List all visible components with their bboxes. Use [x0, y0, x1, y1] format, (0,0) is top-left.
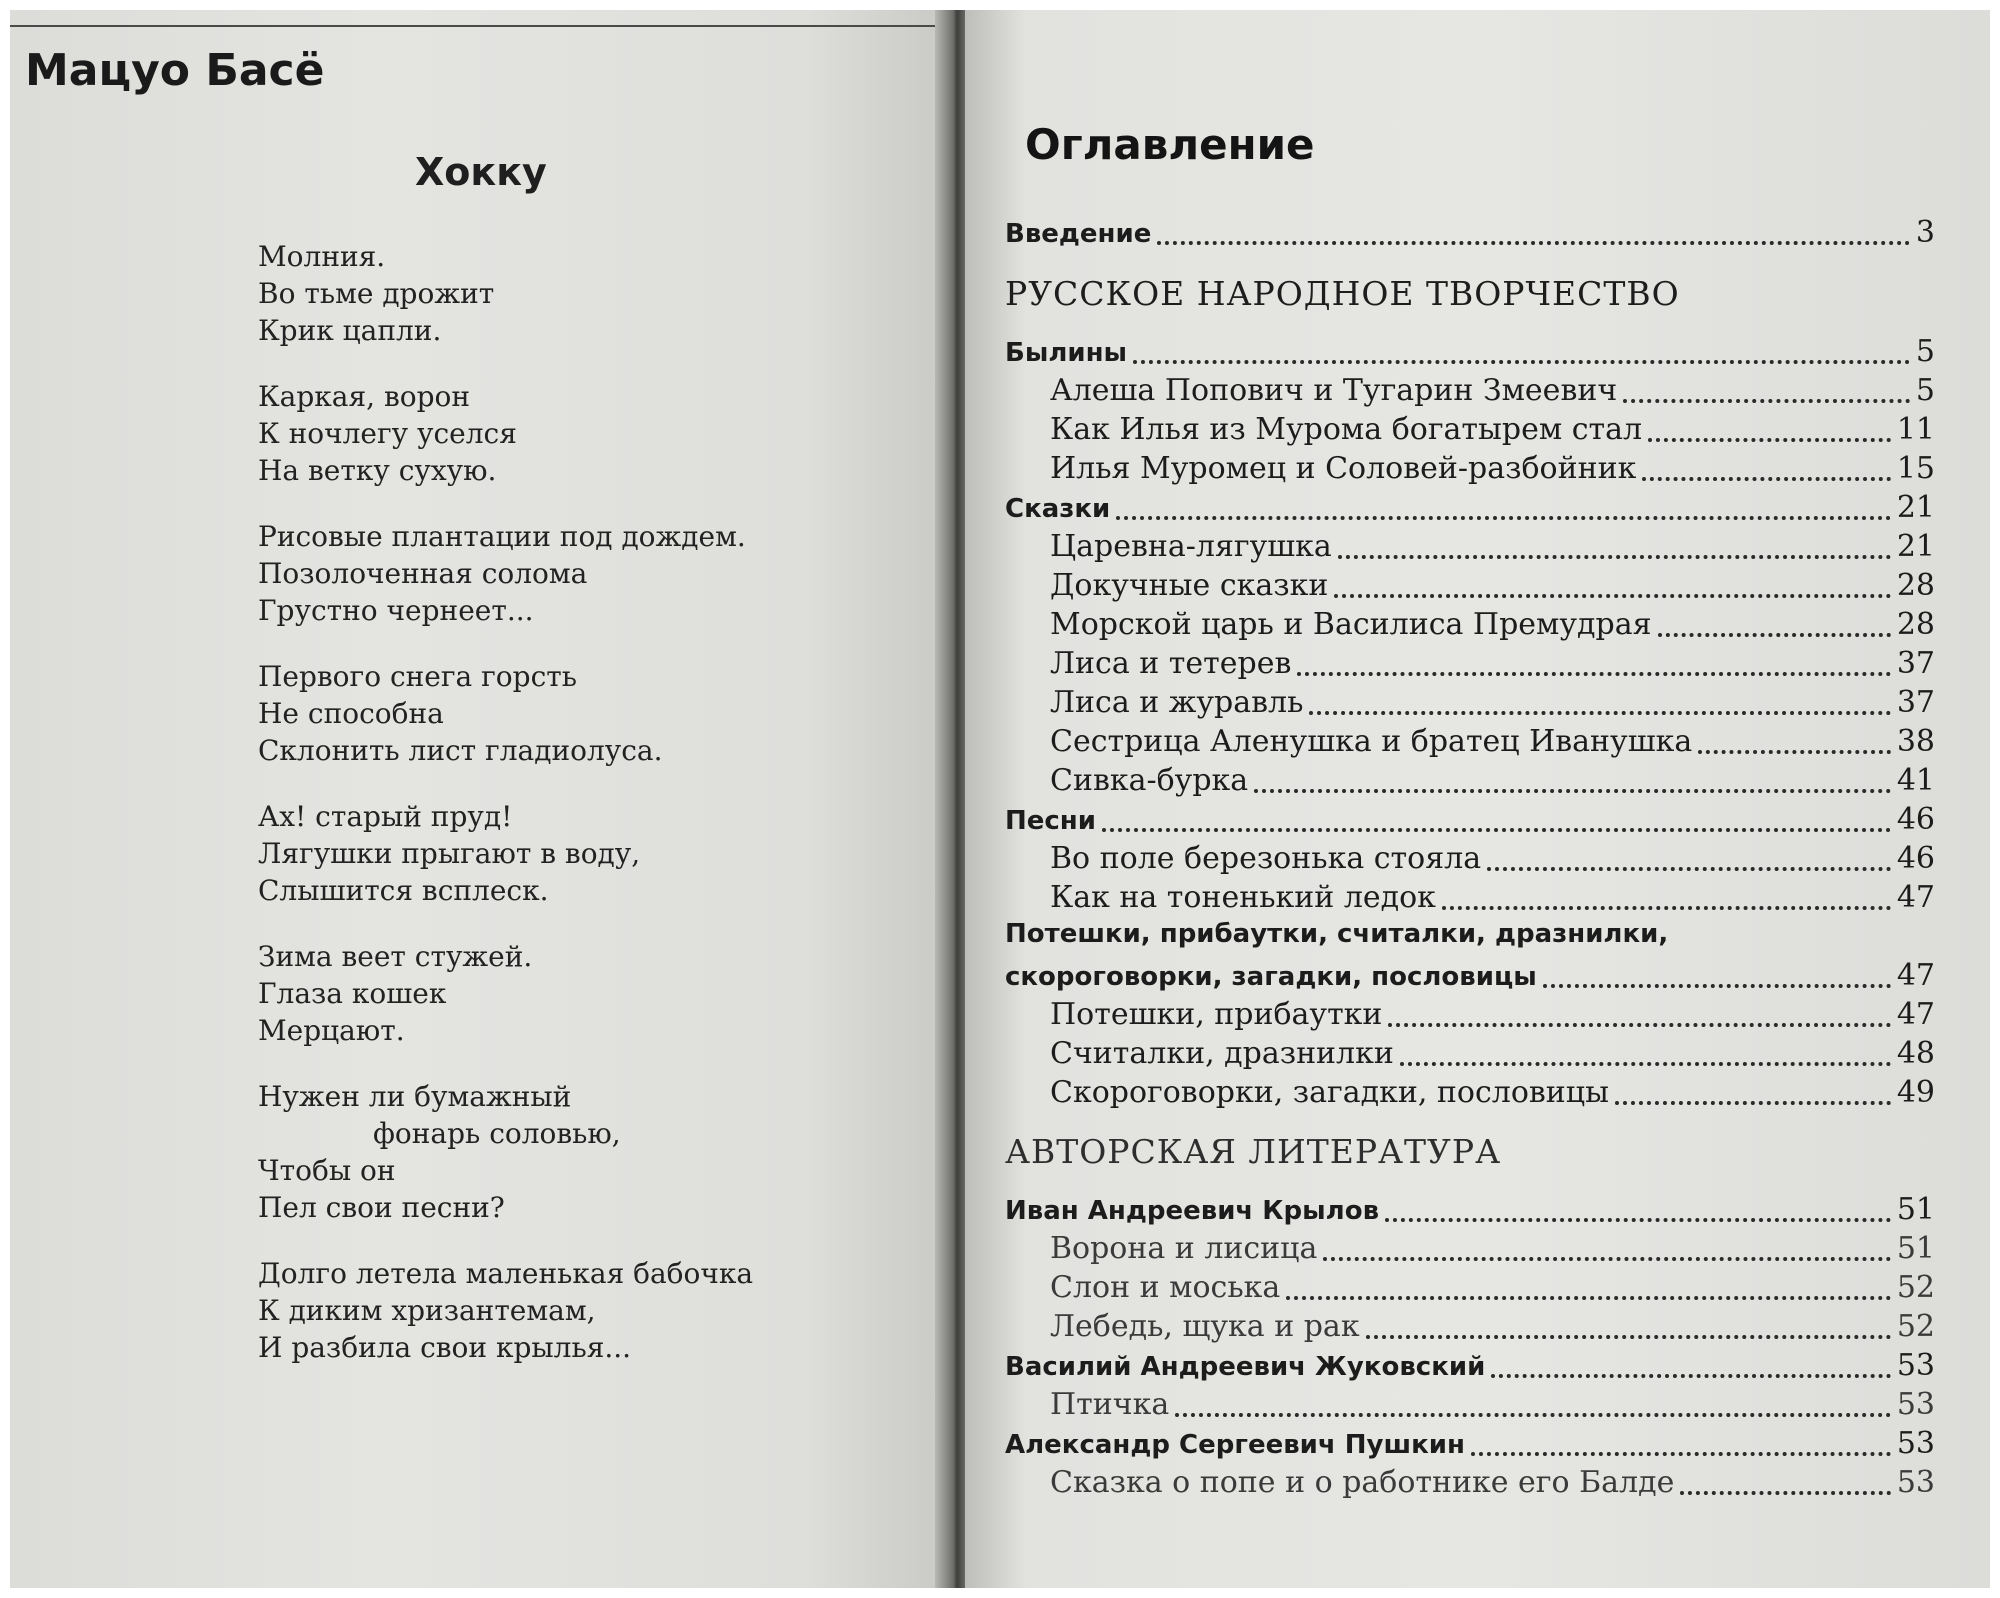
toc-page-number: 21	[1896, 490, 1935, 525]
toc-entry-title-line1: Потешки, прибаутки, считалки, дразнилки,	[1005, 919, 1669, 949]
toc-page-number: 28	[1896, 568, 1935, 603]
toc-entry	[1005, 1387, 1935, 1426]
toc-entry-title: Потешки, прибаутки	[1050, 997, 1383, 1032]
haiku-line: Пел свои песни?	[258, 1191, 505, 1224]
dot-leader	[1366, 1335, 1891, 1339]
toc-entry	[1005, 763, 1935, 802]
dot-leader	[1286, 1296, 1891, 1300]
toc-page-number: 48	[1896, 1036, 1935, 1071]
haiku-line: Ах! старый пруд!	[258, 800, 513, 833]
haiku-line: Долго летела маленькая бабочка	[258, 1257, 754, 1290]
toc-entry	[1005, 1231, 1935, 1270]
book-spread	[10, 10, 1990, 1588]
haiku-line: На ветку сухую.	[258, 454, 497, 487]
dot-leader	[1334, 594, 1890, 598]
dot-leader	[1442, 906, 1891, 910]
toc-page-number: 47	[1896, 880, 1935, 915]
toc-page-number: 47	[1896, 958, 1935, 993]
haiku-line: Глаза кошек	[258, 977, 447, 1010]
haiku-line: Грустно чернеет...	[258, 594, 534, 627]
toc-page-number: 37	[1896, 646, 1935, 681]
right-page	[965, 10, 1990, 1588]
toc-entry-group	[1005, 1192, 1935, 1231]
toc-entry-title: Во поле березонька стояла	[1050, 841, 1482, 876]
toc-page-number: 52	[1896, 1309, 1935, 1344]
dot-leader	[1648, 438, 1891, 442]
toc-page-number: 51	[1896, 1192, 1935, 1227]
toc-page-number: 21	[1896, 529, 1935, 564]
toc-entry-title: Алеша Попович и Тугарин Змеевич	[1050, 373, 1618, 408]
toc-entry-title: Илья Муромец и Соловей-разбойник	[1050, 451, 1637, 486]
toc-entry-title: Лиса и журавль	[1050, 685, 1304, 720]
haiku-line: Чтобы он	[258, 1154, 396, 1187]
toc-entry	[1005, 568, 1935, 607]
toc-entry-title: Царевна-лягушка	[1050, 529, 1332, 564]
toc-page-number: 38	[1896, 724, 1935, 759]
toc-page-number: 3	[1915, 215, 1935, 250]
toc-page-number: 46	[1896, 841, 1935, 876]
toc-entry	[1005, 1309, 1935, 1348]
toc-entry-group	[1005, 334, 1935, 373]
haiku-stanza	[258, 938, 898, 1049]
dot-leader	[1642, 477, 1890, 481]
toc-entry-group	[1005, 1348, 1935, 1387]
haiku-line: Первого снега горсть	[258, 660, 578, 693]
haiku-line: Нужен ли бумажный	[258, 1080, 572, 1113]
toc-heading: Оглавление	[1025, 120, 1315, 169]
toc-entry-title: Лиса и тетерев	[1050, 646, 1292, 681]
toc-entry-group	[1005, 802, 1935, 841]
toc-entry	[1005, 841, 1935, 880]
toc-entry	[1005, 607, 1935, 646]
haiku-stanza	[258, 518, 898, 629]
toc-page-number: 5	[1915, 334, 1935, 369]
dot-leader	[1254, 789, 1891, 793]
haiku-stanza	[258, 378, 898, 489]
haiku-line: Лягушки прыгают в воду,	[258, 837, 641, 870]
haiku-line: Зима веет стужей.	[258, 940, 533, 973]
toc-entry	[1005, 685, 1935, 724]
toc-entry-title: Александр Сергеевич Пушкин	[1005, 1430, 1465, 1460]
dot-leader	[1338, 555, 1891, 559]
haiku-line: Рисовые плантации под дождем.	[258, 520, 746, 553]
haiku-line: Склонить лист гладиолуса.	[258, 734, 663, 767]
toc-entry-title: Василий Андреевич Жуковский	[1005, 1352, 1486, 1382]
haiku-line: Крик цапли.	[258, 314, 442, 347]
toc-entry	[1005, 1465, 1935, 1504]
toc-entry-title: Как на тоненький ледок	[1050, 880, 1436, 915]
haiku-stanza	[258, 1078, 898, 1226]
toc-page-number: 53	[1896, 1387, 1935, 1422]
toc-page-number: 52	[1896, 1270, 1935, 1305]
toc-entry-title: Докучные сказки	[1050, 568, 1329, 603]
toc-entry-group	[1005, 490, 1935, 529]
toc-entry-group	[1005, 958, 1935, 997]
dot-leader	[1623, 399, 1910, 403]
haiku-line: Молния.	[258, 240, 386, 273]
toc-page-number: 37	[1896, 685, 1935, 720]
toc-page-number: 11	[1896, 412, 1935, 447]
toc-page-number: 49	[1896, 1075, 1935, 1110]
toc-entry-title: Сказка о попе и о работнике его Балде	[1050, 1465, 1675, 1500]
haiku-stanza	[258, 1255, 898, 1366]
toc-entry-title: Песни	[1005, 806, 1096, 836]
dot-leader	[1615, 1101, 1891, 1105]
dot-leader	[1116, 516, 1891, 520]
toc-entry-title: Былины	[1005, 338, 1128, 368]
dot-leader	[1658, 633, 1891, 637]
dot-leader	[1175, 1413, 1891, 1417]
dot-leader	[1388, 1023, 1890, 1027]
dot-leader	[1471, 1452, 1891, 1456]
dot-leader	[1297, 672, 1890, 676]
haiku-line: И разбила свои крылья...	[258, 1331, 632, 1364]
toc-entry	[1005, 1270, 1935, 1309]
haiku-stanza	[258, 798, 898, 909]
haiku-stanza	[258, 238, 898, 349]
haiku-line: Каркая, ворон	[258, 380, 471, 413]
header-rule	[10, 25, 945, 27]
toc-entry-group	[1005, 1426, 1935, 1465]
toc-entry	[1005, 412, 1935, 451]
toc-entry	[1005, 373, 1935, 412]
haiku-line: Во тьме дрожит	[258, 277, 495, 310]
toc-entry-title: Ворона и лисица	[1050, 1231, 1318, 1266]
toc-entry	[1005, 880, 1935, 919]
toc-entry-title: Считалки, дразнилки	[1050, 1036, 1394, 1071]
haiku-line: К ночлегу уселся	[258, 417, 517, 450]
toc-page-number: 5	[1915, 373, 1935, 408]
author-name: Мацуо Басё	[25, 45, 325, 96]
toc-page-number: 47	[1896, 997, 1935, 1032]
dot-leader	[1543, 984, 1891, 988]
dot-leader	[1491, 1374, 1891, 1378]
toc-entry-title: Лебедь, щука и рак	[1050, 1309, 1360, 1344]
haiku-line: Мерцают.	[258, 1014, 405, 1047]
toc-entry	[1005, 646, 1935, 685]
toc-entry-title: Введение	[1005, 219, 1152, 249]
toc-entry	[1005, 997, 1935, 1036]
toc-entry-title: скороговорки, загадки, пословицы	[1005, 962, 1537, 992]
dot-leader	[1680, 1491, 1890, 1495]
toc-page-number: 46	[1896, 802, 1935, 837]
toc-entry-title: Скороговорки, загадки, пословицы	[1050, 1075, 1609, 1110]
section-title: РУССКОЕ НАРОДНОЕ ТВОРЧЕСТВО	[1005, 274, 1680, 313]
dot-leader	[1400, 1062, 1891, 1066]
dot-leader	[1698, 750, 1891, 754]
toc-entry-title: Как Илья из Мурома богатырем стал	[1050, 412, 1643, 447]
toc-entry	[1005, 529, 1935, 568]
dot-leader	[1487, 867, 1891, 871]
toc-page-number: 28	[1896, 607, 1935, 642]
table-of-contents	[1005, 215, 1935, 1504]
toc-page-number: 53	[1896, 1348, 1935, 1383]
dot-leader	[1133, 360, 1910, 364]
dot-leader	[1323, 1257, 1890, 1261]
dot-leader	[1102, 828, 1891, 832]
haiku-line: Не способна	[258, 697, 444, 730]
toc-page-number: 41	[1896, 763, 1935, 798]
toc-entry	[1005, 724, 1935, 763]
haiku-list	[258, 238, 898, 1395]
haiku-line: фонарь соловью,	[373, 1117, 621, 1150]
poem-title: Хокку	[415, 150, 547, 194]
dot-leader	[1309, 711, 1890, 715]
toc-entry-title: Сивка-бурка	[1050, 763, 1249, 798]
left-page	[10, 10, 945, 1588]
toc-entry-title: Сказки	[1005, 494, 1111, 524]
toc-entry-title: Иван Андреевич Крылов	[1005, 1196, 1380, 1226]
haiku-line: Слышится всплеск.	[258, 874, 549, 907]
toc-page-number: 15	[1896, 451, 1935, 486]
toc-entry-title: Слон и моська	[1050, 1270, 1281, 1305]
haiku-stanza	[258, 658, 898, 769]
toc-page-number: 51	[1896, 1231, 1935, 1266]
toc-entry-title: Сестрица Аленушка и братец Иванушка	[1050, 724, 1693, 759]
haiku-line: К диким хризантемам,	[258, 1294, 596, 1327]
dot-leader	[1157, 241, 1910, 245]
toc-page-number: 53	[1896, 1465, 1935, 1500]
dot-leader	[1385, 1218, 1891, 1222]
toc-entry	[1005, 1036, 1935, 1075]
toc-entry-title: Птичка	[1050, 1387, 1170, 1422]
toc-page-number: 53	[1896, 1426, 1935, 1461]
haiku-line: Позолоченная солома	[258, 557, 588, 590]
toc-entry-intro	[1005, 215, 1935, 254]
toc-entry	[1005, 1075, 1935, 1114]
section-title: АВТОРСКАЯ ЛИТЕРАТУРА	[1005, 1132, 1502, 1171]
toc-entry	[1005, 451, 1935, 490]
toc-entry-title: Морской царь и Василиса Премудрая	[1050, 607, 1652, 642]
